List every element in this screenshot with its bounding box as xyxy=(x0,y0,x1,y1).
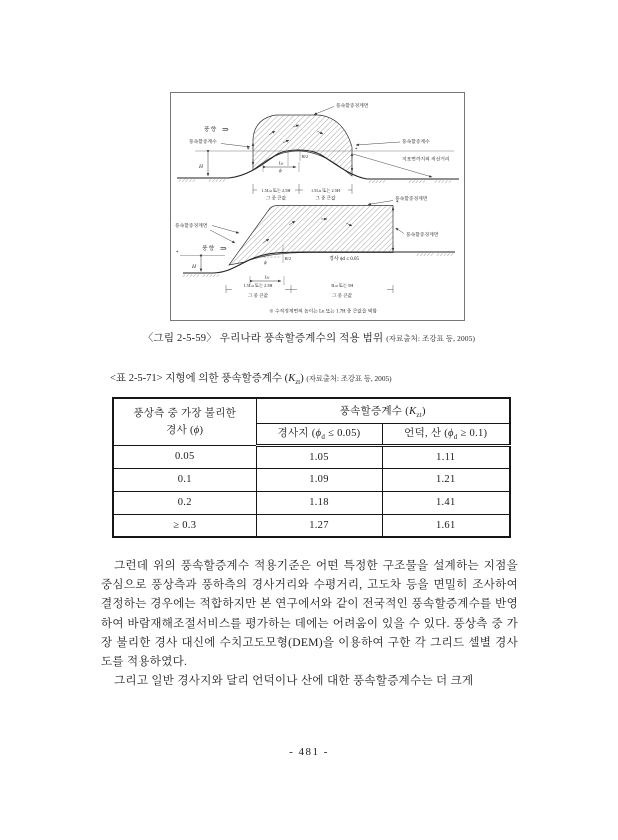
table-source: (자료출처: 조강표 등, 2005) xyxy=(306,374,392,383)
wind-arrow-icon: ⇒ xyxy=(222,124,229,134)
header-cell-slope xyxy=(113,398,256,445)
footnote-star-top-right: * xyxy=(355,148,358,153)
table-title xyxy=(110,370,392,386)
header-hill-sub: d xyxy=(453,433,458,442)
label-coef-left: 풍속할증계수 xyxy=(189,140,217,145)
label-boundary-right: 풍속할증경계면 xyxy=(406,233,439,238)
cell-slope-0: 0.05 xyxy=(113,445,256,468)
paragraph-1: 그런데 위의 풍속할증계수 적용기준은 어떤 특정한 구조물을 설계하는 지점을 중심으로 풍상측과 풍하측의 경사거리와 수평거리, 고도차 등을 면밀히 조사하여 결정하는 경우에는 적합하지만 본 연구에서와 같이 전국적인 풍속할증계수를 반영하여 바람재해조절서비스를 평가하는 데에는 어려움이 있을 수 있다. 풍상측 중 가장 불리한 경사 대신에 수치고도모형(DEM)을 이용하여 구한 각 그리드 셀별 경사도를 적용하였다. xyxy=(101,560,518,669)
label-h-bottom: H xyxy=(192,264,196,270)
table-title-k: K xyxy=(288,373,296,384)
label-h-half-top: H/2 xyxy=(301,154,309,159)
header-flat-text: 경사지 ( xyxy=(277,428,316,440)
header-cell-hill xyxy=(382,423,510,445)
pick-larger-bottom-right: 그 중 큰값 xyxy=(331,293,353,298)
figure-caption-text: 〈그림 2-5-59〉 우리나라 풍속할증계수의 적용 범위 xyxy=(142,333,384,344)
header-kzt-sub: zt xyxy=(416,410,423,419)
label-h-half-bottom: H/2 xyxy=(284,256,292,261)
label-boundary-left: 풍속할증경계면 xyxy=(175,224,208,229)
header-hill-text: 언덕, 산 ( xyxy=(404,428,449,440)
header-slope-close: ) xyxy=(199,424,204,436)
paragraph-2: 그리고 일반 경사지와 달리 언덕이나 산에 대한 풍속할증계수는 더 크게 xyxy=(114,675,474,688)
cell-flat-2: 1.18 xyxy=(256,491,382,514)
label-h-top: H xyxy=(199,164,203,170)
escarpment-terrain-line xyxy=(183,252,455,273)
dim-15lu-left: 1.5Lu 또는 2.5H xyxy=(261,187,291,193)
label-lu-top: Lu xyxy=(278,160,284,166)
wind-arrow-icon-bottom: ⇒ xyxy=(220,243,227,253)
table-title-sub: zt xyxy=(295,378,301,387)
pick-larger-left: 그 중 큰값 xyxy=(265,195,287,201)
footnote-star-top-left: * xyxy=(247,148,250,153)
table-row xyxy=(113,445,510,468)
table-title-text: <표 2-5-71> 지형에 의한 풍속할증계수 ( xyxy=(110,373,289,384)
table-title-close: ) xyxy=(300,373,304,384)
figure-footnote: ※ 수직경계면의 높이는 Lu 또는 1.7H 중 큰값을 택함 xyxy=(269,309,377,315)
label-phi-bottom: ϕ xyxy=(264,261,267,266)
figure-caption xyxy=(0,330,618,345)
label-lu-bottom: Lu xyxy=(264,274,270,280)
pick-larger-right: 그 중 큰값 xyxy=(315,195,336,201)
label-wind-top: 풍향 xyxy=(204,127,218,133)
dim-15lu-right: 1.5Lu 또는 2.5H xyxy=(310,187,341,193)
header-slope-phi: ϕ xyxy=(193,424,200,436)
header-slope-line1: 풍상측 중 가장 불리한 xyxy=(133,407,237,419)
cell-hill-0: 1.11 xyxy=(382,445,510,468)
header-hill-close: ≥ 0.1) xyxy=(457,428,488,440)
fig-hill-diagram xyxy=(177,102,459,202)
table-row xyxy=(113,468,510,491)
label-wind-bottom: 풍향 xyxy=(202,246,216,252)
body-text xyxy=(101,557,518,691)
label-boundary-topright: 풍속할증경계면 xyxy=(395,197,428,202)
wind-speedup-coefficient-table xyxy=(112,397,511,538)
escarpment-speedup-zone xyxy=(229,206,393,266)
cell-flat-1: 1.09 xyxy=(256,468,382,491)
figure-svg xyxy=(171,93,464,320)
table-row xyxy=(113,514,510,537)
label-coef-right: 풍속할증계수 xyxy=(402,140,430,145)
dim-15lu-bottom: 1.5Lu 또는 2.5H xyxy=(243,283,273,288)
table-row xyxy=(113,491,510,514)
fig-escarpment-diagram xyxy=(175,195,455,315)
cell-hill-1: 1.21 xyxy=(382,468,510,491)
header-flat-sub: d xyxy=(321,433,326,442)
header-kzt-close: ) xyxy=(422,405,426,417)
table-header-row-1 xyxy=(113,398,510,423)
page-number: - 481 - xyxy=(289,746,329,758)
dim-3lu-bottom: 3Lu 또는 5H xyxy=(330,283,354,288)
figure-caption-source: (자료출처: 조강표 등, 2005) xyxy=(386,334,476,343)
pick-larger-bottom-left: 그 중 큰값 xyxy=(247,293,269,298)
label-phi-top: ϕ xyxy=(279,169,282,174)
header-cell-kzt-group xyxy=(256,398,510,423)
label-boundary-top: 풍속할증경계면 xyxy=(336,104,369,109)
header-slope-line2: 경사 ( xyxy=(166,424,194,436)
header-kzt-k: K xyxy=(409,405,417,417)
header-flat-phi: ϕ xyxy=(315,428,322,440)
cell-slope-2: 0.2 xyxy=(113,491,256,514)
cell-slope-1: 0.1 xyxy=(113,468,256,491)
header-cell-flat xyxy=(256,423,382,445)
header-flat-close: ≤ 0.05) xyxy=(325,428,361,440)
header-kzt-text: 풍속할증계수 ( xyxy=(339,405,410,417)
cell-hill-3: 1.61 xyxy=(382,514,510,537)
label-ground-distance: 지표면까지의 직선거리 xyxy=(402,157,450,163)
label-slope-condition: 경사 ϕd ≤ 0.05 xyxy=(329,257,360,262)
footnote-star-bottom-right: * xyxy=(396,201,399,206)
figure-wind-speedup-diagram xyxy=(170,92,465,321)
header-hill-phi: ϕ xyxy=(448,428,454,440)
cell-hill-2: 1.41 xyxy=(382,491,510,514)
cell-slope-3: ≥ 0.3 xyxy=(113,514,256,537)
footnote-star-bottom-left: * xyxy=(176,251,179,256)
cell-flat-3: 1.27 xyxy=(256,514,382,537)
cell-flat-0: 1.05 xyxy=(256,445,382,468)
